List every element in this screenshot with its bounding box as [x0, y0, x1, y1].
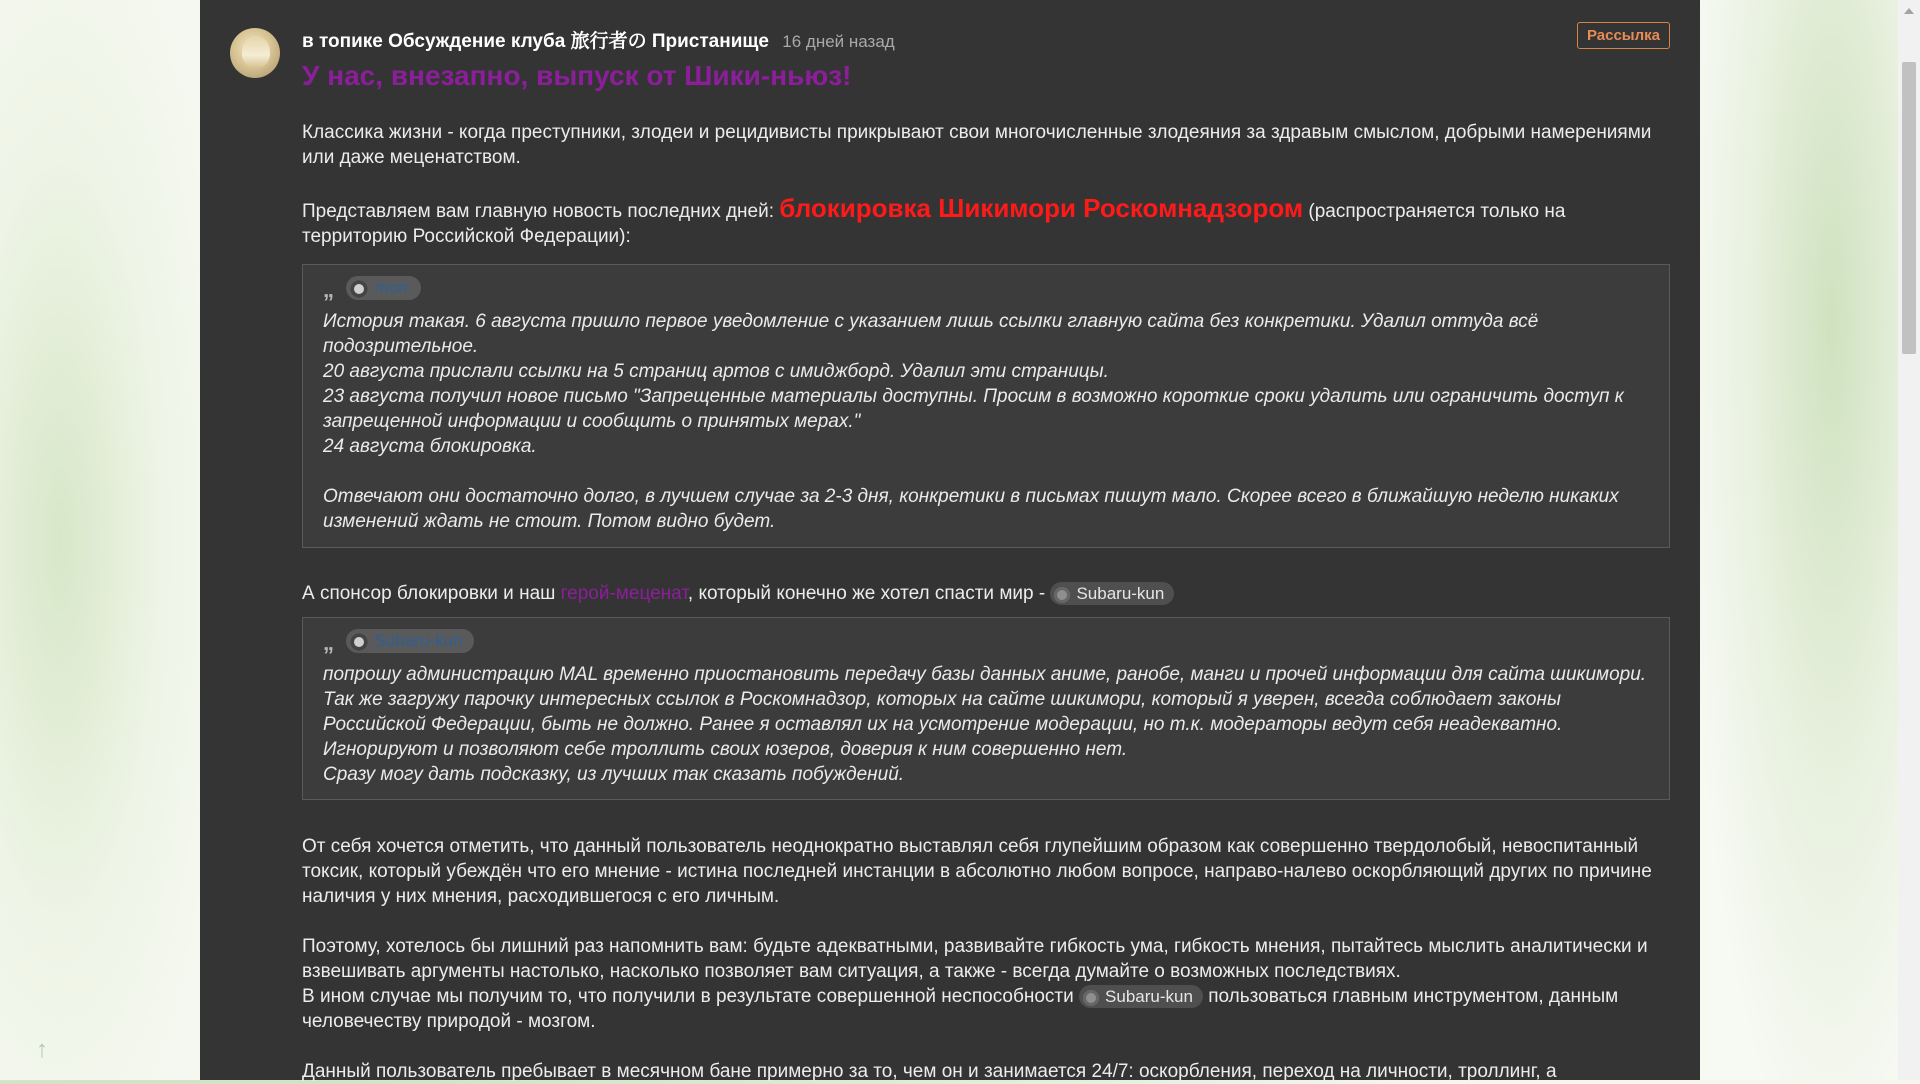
quote-author-name: morr	[374, 278, 410, 297]
quote-icon: „	[323, 277, 334, 302]
news-highlight: блокировка Шикимори Роскомнадзором	[779, 193, 1304, 223]
mention-avatar	[1083, 990, 1099, 1006]
paragraph-intro: Классика жизни - когда преступники, злодеи и рецидивисты прикрывают свои многочисленные злодеяния за здравым смыслом, добрыми намерениями или даже меценатством.	[302, 122, 1652, 168]
mention-avatar	[1054, 587, 1070, 603]
quote-block-morr	[302, 264, 1670, 548]
advice-text-before: В ином случае мы получим то, что получили в результате совершенной неспособности	[302, 986, 1080, 1007]
mailing-badge[interactable]: Рассылка	[1577, 22, 1670, 49]
topic-link[interactable]: в топике Обсуждение клуба 旅行者の Пристанище	[302, 31, 769, 52]
quote-author-morr[interactable]	[346, 276, 421, 300]
quote-header	[323, 275, 421, 301]
quote-body	[323, 662, 1648, 787]
paragraph-advice	[302, 934, 1670, 1034]
quote-line	[323, 459, 1648, 484]
quote-line: попрошу администрацию MAL временно приостановить передачу базы данных аниме, ранобе, манги и прочей информации для сайта шикимори. Так же загружу парочку интересных ссылок в Роскомнадзор, которых на сайте шикимори, который я уверен, всегда соблюдает законы Российской Федерации, быть не должно. Ранее я оставлял их на усмотрение модерации, но т.к. модераторы ведут себя неадекватно. Игнорируют и позволяют себе троллить своих юзеров, доверия к ним совершенно нет.	[323, 664, 1647, 760]
post-panel	[200, 0, 1700, 1080]
quote-line: 23 августа получил новое письмо "Запрещенные материалы доступны. Просим в возможно короткие сроки удалить или ограничить доступ к запрещенной информации и сообщить о принятых мерах."	[323, 386, 1624, 432]
page-scrollbar[interactable]	[1898, 0, 1920, 1080]
arrow-up-icon: ↑	[36, 1036, 48, 1063]
quote-author-subaru[interactable]	[346, 629, 474, 653]
quote-header	[323, 628, 474, 654]
paragraph-sponsor	[302, 581, 1670, 606]
paragraph-ban: Данный пользователь пребывает в месячном бане примерно за то, чем он и занимается 24/7: оскорбления, переход на личности, троллинг, а	[302, 1061, 1557, 1082]
advice-text-after: пользоваться главным инструментом, данным человечеству природой - мозгом.	[302, 986, 1619, 1032]
mention-name: Subaru-kun	[1076, 584, 1165, 604]
post-headline: У нас, внезапно, выпуск от Шики-ньюз!	[302, 60, 852, 91]
sponsor-text-middle: , который конечно же хотел спасти мир -	[687, 583, 1051, 604]
quote-body	[323, 309, 1648, 534]
quote-line: Сразу могу дать подсказку, из лучших так сказать побуждений.	[323, 764, 905, 785]
news-text-before: Представляем вам главную новость последних дней:	[302, 201, 780, 222]
quote-line: 20 августа прислали ссылки на 5 страниц артов с имиджборд. Удалил эти страницы.	[323, 361, 1109, 382]
post-timestamp[interactable]: 16 дней назад	[782, 32, 895, 51]
page-background-left	[0, 0, 200, 1080]
quote-line: 24 августа блокировка.	[323, 436, 537, 457]
user-mention-subaru[interactable]	[1050, 582, 1174, 605]
news-text-after: (распространяется только на территорию Российской Федерации):	[302, 201, 1566, 247]
scroll-up-icon[interactable]	[1904, 8, 1914, 14]
quote-line: Отвечают они достаточно долго, в лучшем случае за 2-3 дня, конкретики в письмах пишут мало. Скорее всего в ближайшую неделю никаких изменений ждать не стоит. Потом видно будет.	[323, 486, 1619, 532]
hero-link[interactable]: герой-меценат	[560, 583, 688, 604]
quote-author-avatar	[350, 633, 368, 651]
quote-author-name: Subaru-kun	[374, 631, 463, 650]
user-mention-subaru[interactable]	[1079, 985, 1203, 1008]
scrollbar-thumb[interactable]	[1902, 62, 1916, 354]
post-header	[302, 26, 895, 53]
quote-icon: „	[323, 630, 334, 655]
page-background-right	[1700, 0, 1920, 1080]
quote-block-subaru	[302, 617, 1670, 800]
back-to-top-button[interactable]	[30, 1038, 54, 1062]
paragraph-news	[302, 193, 1670, 249]
author-avatar[interactable]	[230, 28, 280, 78]
sponsor-text-before: А спонсор блокировки и наш	[302, 583, 561, 604]
mention-name: Subaru-kun	[1105, 987, 1193, 1007]
advice-line: Поэтому, хотелось бы лишний раз напомнить вам: будьте адекватными, развивайте гибкость ума, гибкость мнения, пытайтесь мыслить аналитически и взвешивать аргументы настолько, насколько позволяет вам ситуация, а также - всегда думайте о возможных последствиях.	[302, 936, 1648, 982]
quote-line: История такая. 6 августа пришло первое уведомление с указанием лишь ссылки главную сайта без конкретики. Удалил оттуда всё подозрительное.	[323, 311, 1539, 357]
paragraph-opinion: От себя хочется отметить, что данный пользователь неоднократно выставлял себя глупейшим образом как совершенно твердолобый, невоспитанный токсик, который убеждён что его мнение - истина последней инстанции в абсолютно любом вопросе, направо-налево оскорбляющий других по причине наличия у них мнения, расходившегося с его личным.	[302, 836, 1652, 907]
quote-author-avatar	[350, 280, 368, 298]
advice-line-2	[302, 984, 1670, 1034]
